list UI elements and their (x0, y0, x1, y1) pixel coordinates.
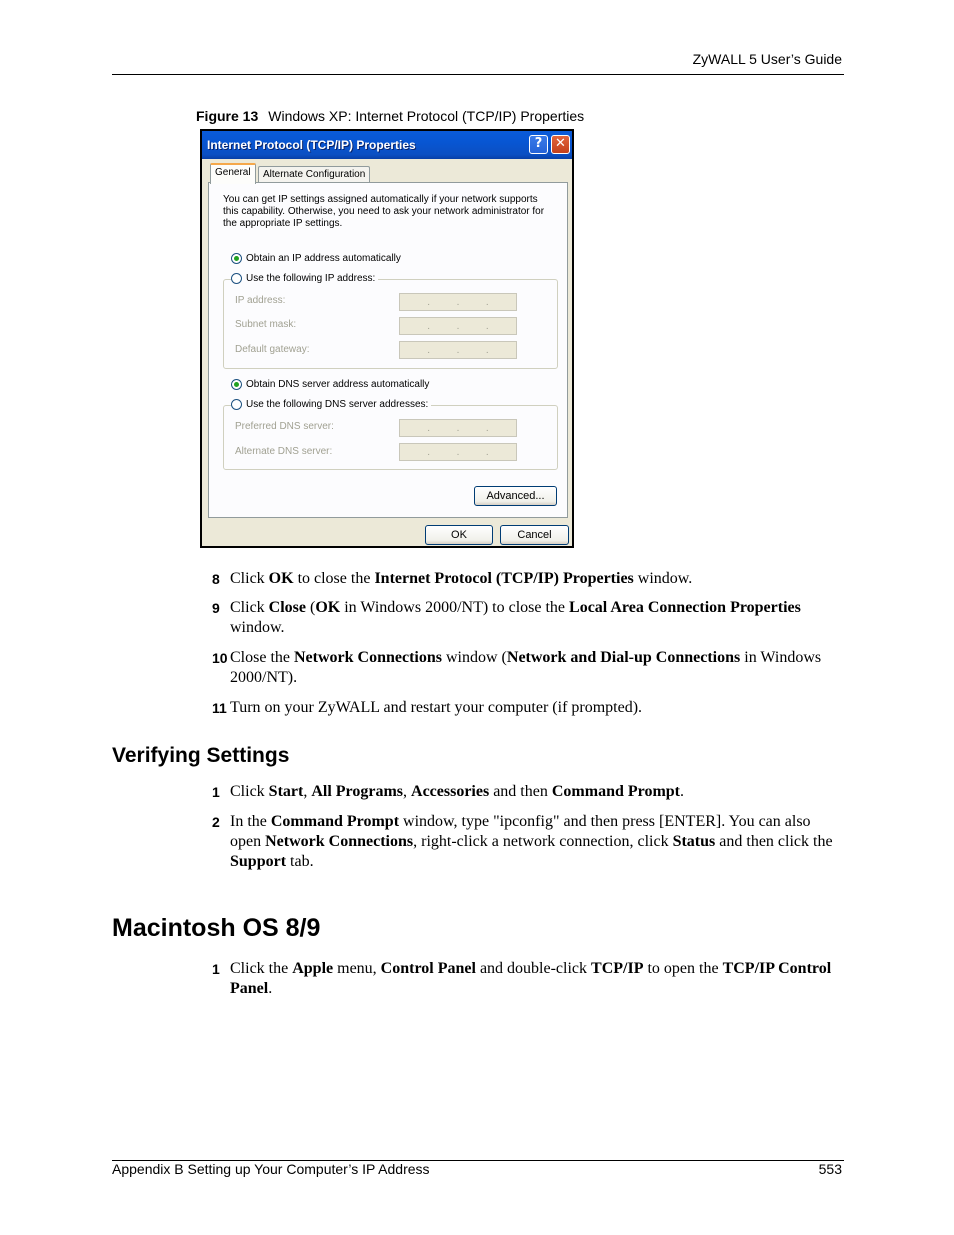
alternate-dns-label: Alternate DNS server: (235, 446, 333, 457)
bold-term: OK (268, 570, 294, 587)
intro-text: You can get IP settings assigned automatically if your network supports this capability. Otherwise, you need to ask your network administrator for the appropriate IP settings. (223, 194, 545, 229)
figure-caption-text: Windows XP: Internet Protocol (TCP/IP) Properties (268, 108, 585, 124)
text-run: Click (230, 570, 269, 587)
bold-term: Network and Dial-up Connections (506, 649, 741, 666)
general-tab-panel (208, 182, 568, 518)
footer-section-title: Appendix B Setting up Your Computer’s IP Address (112, 1161, 430, 1177)
obtain-dns-radio[interactable] (231, 379, 432, 390)
step-number: 11 (212, 700, 227, 716)
step-number: 1 (212, 961, 220, 977)
bold-term: Control Panel (380, 960, 476, 977)
step-11 (112, 698, 844, 718)
step-text (230, 598, 842, 638)
step-text (230, 698, 842, 718)
bold-term: All Programs (311, 783, 404, 800)
verify-step-2 (112, 812, 844, 872)
text-run: and then (489, 783, 552, 800)
obtain-ip-radio[interactable] (231, 253, 404, 264)
text-run: . (680, 783, 685, 800)
radio-unselected-icon (231, 399, 242, 410)
preferred-dns-field[interactable]: . . . (399, 419, 517, 437)
text-run: , right-click a network connection, click (413, 833, 673, 850)
section-heading-macintosh: Macintosh OS 8/9 (112, 914, 321, 942)
step-text (230, 782, 842, 802)
bold-term: Status (672, 833, 716, 850)
use-dns-radio[interactable] (231, 399, 431, 410)
text-run: window. (230, 619, 285, 636)
text-run: to close the (293, 570, 375, 587)
text-run: window ( (442, 649, 507, 666)
radio-selected-icon (231, 379, 242, 390)
dialog-titlebar (202, 131, 572, 159)
ok-button[interactable]: OK (425, 525, 493, 545)
page-number: 553 (818, 1161, 842, 1177)
advanced-button[interactable]: Advanced... (474, 486, 557, 506)
text-run: window. (633, 570, 693, 587)
verify-step-1 (112, 782, 844, 802)
obtain-ip-label: Obtain an IP address automatically (246, 253, 401, 264)
bold-term: Support (230, 853, 287, 870)
step-number: 1 (212, 784, 220, 800)
step-number: 10 (212, 650, 228, 666)
step-9 (112, 598, 844, 638)
use-dns-label: Use the following DNS server addresses: (246, 399, 429, 410)
bold-term: Apple (292, 960, 334, 977)
text-run: in Windows 2000/NT) to close the (340, 599, 570, 616)
text-run: . (268, 980, 273, 997)
figure-caption (196, 108, 584, 124)
text-run: window, type "ipconfig" and then press [ENTER]. You can also open (230, 813, 811, 850)
step-number: 9 (212, 600, 220, 616)
text-run: to open the (643, 960, 723, 977)
use-ip-radio[interactable] (231, 273, 378, 284)
bold-term: Network Connections (265, 833, 414, 850)
obtain-dns-label: Obtain DNS server address automatically (246, 379, 430, 390)
default-gateway-field[interactable]: . . . (399, 341, 517, 359)
subnet-mask-label: Subnet mask: (235, 319, 297, 330)
text-run: and then click the (715, 833, 833, 850)
bold-term: Network Connections (294, 649, 442, 666)
help-icon[interactable]: ? (529, 135, 548, 154)
step-text (230, 648, 842, 688)
text-run: in Windows 2000/NT). (230, 649, 822, 686)
close-icon[interactable]: ✕ (551, 135, 570, 154)
tab-general[interactable]: General (210, 163, 256, 184)
text-run: and double-click (475, 960, 592, 977)
header-title: ZyWALL 5 User’s Guide (692, 51, 842, 67)
step-10 (112, 648, 844, 688)
tcpip-properties-dialog (200, 129, 574, 548)
alternate-dns-field[interactable]: . . . (399, 443, 517, 461)
header-rule (112, 74, 844, 75)
section-heading-verifying: Verifying Settings (112, 744, 290, 767)
use-ip-label: Use the following IP address: (246, 273, 376, 284)
mac-step-1 (112, 959, 844, 999)
tab-alternate-configuration[interactable]: Alternate Configuration (258, 166, 370, 184)
step-text (230, 959, 842, 999)
dialog-title: Internet Protocol (TCP/IP) Properties (207, 138, 416, 152)
text-run: In the (230, 813, 271, 830)
bold-term: Command Prompt (270, 813, 400, 830)
step-text (230, 569, 842, 589)
text-run: Click (230, 599, 269, 616)
step-8 (112, 569, 844, 589)
text-run: menu, (333, 960, 381, 977)
bold-term: Command Prompt (551, 783, 681, 800)
text-run: Close the (230, 649, 294, 666)
text-run: Click the (230, 960, 293, 977)
bold-term: TCP/IP Control Panel (230, 960, 832, 997)
text-run: tab. (286, 853, 314, 870)
text-run: , (403, 783, 412, 800)
bold-term: Close (268, 599, 306, 616)
figure-label: Figure 13 (196, 108, 259, 124)
text-run: Turn on your ZyWALL and restart your computer (if prompted). (230, 699, 643, 716)
default-gateway-label: Default gateway: (235, 344, 310, 355)
text-run: Click (230, 783, 269, 800)
step-number: 8 (212, 571, 220, 587)
subnet-mask-field[interactable]: . . . (399, 317, 517, 335)
ip-address-label: IP address: (235, 295, 286, 306)
bold-term: Accessories (411, 783, 490, 800)
cancel-button[interactable]: Cancel (500, 525, 569, 545)
step-number: 2 (212, 814, 220, 830)
preferred-dns-label: Preferred DNS server: (235, 421, 334, 432)
bold-term: OK (315, 599, 341, 616)
text-run: , (303, 783, 312, 800)
radio-unselected-icon (231, 273, 242, 284)
step-text (230, 812, 842, 872)
bold-term: Internet Protocol (TCP/IP) Properties (374, 570, 634, 587)
bold-term: Start (268, 783, 304, 800)
ip-address-field[interactable]: . . . (399, 293, 517, 311)
text-run: ( (306, 599, 316, 616)
bold-term: TCP/IP (591, 960, 644, 977)
radio-selected-icon (231, 253, 242, 264)
bold-term: Local Area Connection Properties (569, 599, 801, 616)
